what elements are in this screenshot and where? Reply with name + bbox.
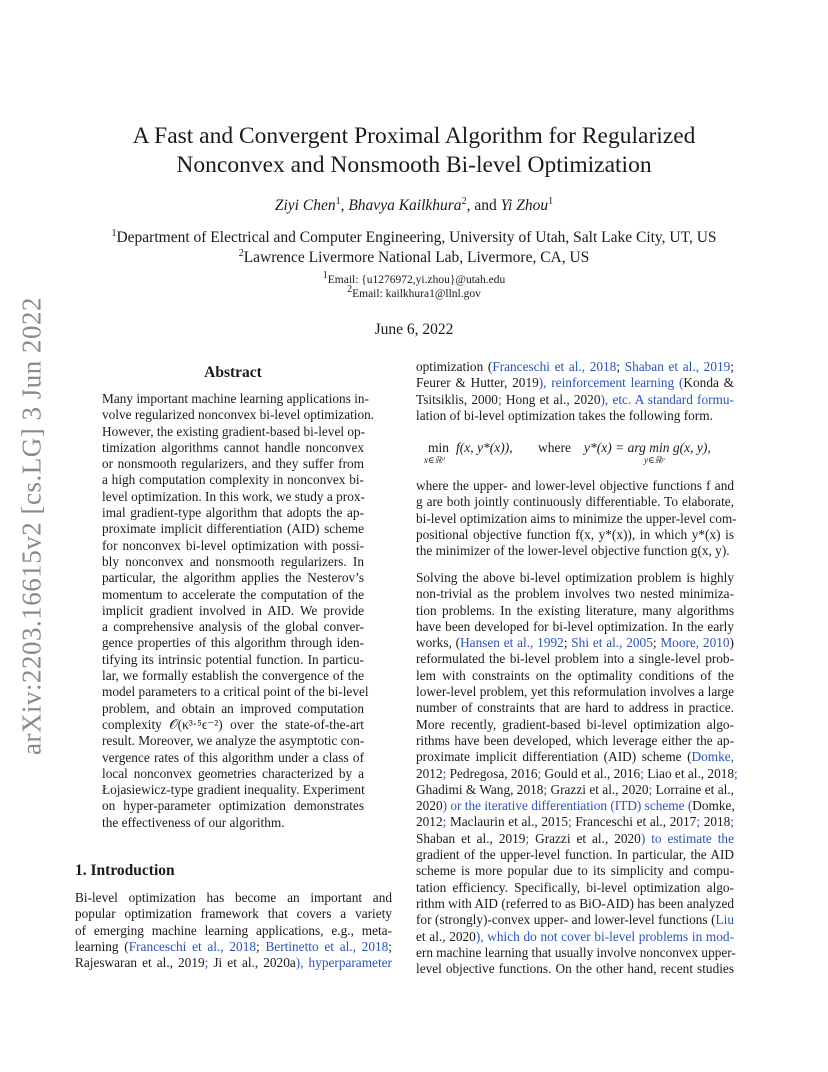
text-line: a comprehensive analysis of the global conver- — [102, 619, 364, 635]
text-line: where the upper- and lower-level objective functions f and — [416, 478, 734, 493]
text-fragment: 2020 — [416, 798, 443, 814]
text-fragment: number of constraints that are hard to address in practice. — [416, 700, 734, 716]
text-line — [416, 684, 734, 700]
citation-link[interactable]: ; — [497, 391, 506, 407]
citation-link[interactable]: ; — [648, 781, 656, 797]
text-line — [416, 863, 734, 879]
text-fragment: rithms have been developed, which leverage either the ap- — [416, 732, 734, 748]
text-fragment: ) — [729, 635, 734, 651]
text-fragment: Domke, — [692, 798, 735, 814]
text-line: vergence rates of this algorithm under a class of — [102, 749, 364, 765]
text-line — [416, 408, 734, 424]
author-affil-mark: 2 — [461, 195, 467, 207]
text-fragment: gradient of the upper-level function. In particular, the AID — [416, 847, 734, 863]
text-fragment: ; — [652, 635, 661, 651]
text-line — [416, 392, 734, 408]
text-line: timization algorithms cannot handle nonconvex — [102, 439, 364, 455]
text-line: volve regularized nonconvex bi-level optimization. — [102, 407, 375, 423]
text-fragment: level objective functions. On the other hand, recent studies — [416, 961, 734, 977]
text-line: momentum to accelerate the computation of the — [102, 586, 364, 602]
text-fragment: 2012 — [416, 814, 443, 830]
text-line: imal gradient-type algorithm that adopts the ap- — [102, 505, 364, 521]
text-fragment: Bi-level optimization has become an important and — [75, 890, 392, 905]
right-column-paragraph-3 — [416, 570, 738, 977]
text-line: a high computation complexity in nonconvex bi- — [102, 472, 364, 488]
citation-link[interactable]: ) to estimate the — [640, 830, 734, 846]
text-line — [416, 668, 734, 684]
text-fragment: popular optimization framework that covers a variety — [75, 906, 392, 922]
citation-link[interactable]: ; — [730, 814, 734, 830]
text-line — [416, 912, 734, 928]
affiliation-1: $^1$Department of Electrical and Computer Engineering, University of Utah, Salt Lake City, UT, US — [111, 227, 717, 246]
text-fragment: tation efficiency. Specifically, bi-level optimization algo- — [416, 879, 734, 895]
author-name: Bhavya Kailkhura — [348, 197, 462, 214]
title-line-2: Nonconvex and Nonsmooth Bi-level Optimization — [176, 152, 652, 178]
citation-link[interactable]: Moore, 2010 — [660, 635, 730, 651]
formula-objective: f(x, y*(x)), — [456, 440, 513, 455]
citation-link[interactable]: Franceschi et al., 2018 — [128, 938, 256, 954]
text-fragment: proximate implicit differentiation (AID) scheme ( — [416, 749, 692, 765]
text-line: lar, we formally establish the convergence of the — [102, 668, 364, 684]
text-line: Many important machine learning applications in- — [102, 391, 369, 406]
text-line — [416, 375, 734, 391]
text-fragment: Maclaurin et al., 2015 — [449, 814, 568, 830]
abstract-heading: Abstract — [204, 364, 262, 381]
formula-where: where — [538, 440, 571, 455]
text-line: particular, the algorithm applies the Nesterov’s — [102, 570, 364, 586]
citation-link[interactable]: ; — [640, 765, 648, 781]
text-fragment: Solving the above bi-level optimization problem is highly — [416, 570, 734, 585]
text-fragment: et al., 2020 — [416, 928, 476, 944]
text-line — [416, 359, 734, 375]
text-line — [416, 831, 734, 847]
text-line — [416, 700, 734, 716]
text-line — [416, 619, 734, 635]
text-line — [416, 961, 734, 977]
email-1: $^1$Email: {u1276972,yi.zhou}@utah.edu — [322, 270, 506, 286]
text-line — [416, 733, 734, 749]
text-line — [416, 880, 734, 896]
author-name: Yi Zhou — [500, 197, 549, 214]
text-line — [416, 945, 734, 961]
text-fragment: Tsitsiklis, 2000 — [416, 391, 498, 407]
text-fragment: 2012 — [416, 765, 443, 781]
text-line: bi-level optimization aims to minimize the upper-level com- — [416, 510, 737, 526]
text-fragment: works, ( — [416, 635, 461, 651]
citation-link[interactable]: ; — [734, 765, 738, 781]
text-line: for nonconvex bi-level optimization with possi- — [102, 537, 364, 553]
text-line — [416, 570, 734, 586]
text-fragment: Pedregosa, 2016 — [449, 765, 538, 781]
text-line: result. Moreover, we analyze the asymptotic con- — [102, 733, 365, 749]
text-fragment: rithm with AID (referred to as BiO-AID) has been analyzed — [416, 895, 734, 911]
affiliations — [60, 228, 768, 268]
citation-link[interactable]: ), hyperparameter — [295, 955, 392, 971]
citation-link[interactable]: Shaban et al., 2019 — [624, 359, 731, 374]
text-fragment: reformulated the bi-level problem into a single-level prob- — [416, 651, 734, 667]
text-line: Łojasiewicz-type gradient inequality. Experiment — [102, 782, 365, 798]
affiliation-2: $^2$Lawrence Livermore National Lab, Livermore, CA, US — [238, 247, 590, 266]
text-line — [75, 939, 392, 955]
introduction-body — [75, 890, 392, 971]
text-line: complexity 𝒪(κ³·⁵ϵ⁻²) over the state-of-the-art — [102, 716, 364, 732]
text-line — [416, 765, 738, 782]
author-affil-mark: 1 — [335, 195, 341, 207]
text-line — [416, 782, 734, 798]
text-fragment: Gould et al., 2016 — [544, 765, 641, 781]
text-fragment: 2018 — [703, 814, 731, 830]
text-line — [416, 603, 734, 619]
text-line: bly nonconvex and nonsmooth regularizers. In — [102, 553, 364, 569]
citation-link[interactable]: Liu — [715, 912, 734, 928]
text-fragment: have been developed for bi-level optimization. In the early — [416, 618, 734, 634]
citation-link[interactable]: ), etc. A standard formu- — [600, 391, 734, 407]
text-fragment: ; — [616, 359, 625, 374]
text-fragment: ; — [256, 938, 266, 954]
citation-link[interactable]: Franceschi et al., 2018 — [492, 359, 617, 374]
text-line: on hyper-parameter optimization demonstrates — [102, 798, 364, 814]
arxiv-identifier: arXiv:2203.16615v2 [cs.LG] 3 Jun 2022 — [16, 297, 47, 755]
text-line — [416, 929, 734, 945]
text-line: local nonconvex geometries characterized by a — [102, 765, 364, 781]
right-column-paragraph-2 — [416, 478, 737, 559]
title-line-1: A Fast and Convergent Proximal Algorithm for Regularized — [132, 123, 696, 149]
citation-link[interactable]: ; — [442, 814, 450, 830]
text-line — [75, 923, 392, 939]
text-line: the minimizer of the lower-level objective function g(x, y). — [416, 543, 730, 559]
citation-link[interactable]: Domke, — [691, 749, 734, 765]
text-line — [416, 717, 734, 733]
text-fragment: Shaban et al., 2019 — [416, 830, 526, 846]
text-fragment: Konda & — [683, 375, 734, 391]
text-line: level optimization. In this work, we study a prox- — [102, 488, 365, 504]
text-line: However, the existing gradient-based bi-level op- — [102, 423, 366, 439]
text-fragment: ; — [388, 938, 392, 954]
text-fragment: Franceschi et al., 2017 — [575, 814, 697, 830]
text-line: model parameters to a critical point of the bi-level — [102, 684, 369, 700]
author-affil-mark: 1 — [548, 195, 554, 207]
citation-link[interactable]: ; — [537, 765, 545, 781]
author-name: Ziyi Chen — [274, 197, 336, 214]
arxiv-sidebar-stamp — [12, 296, 52, 756]
text-line — [416, 635, 734, 651]
citation-link[interactable]: Hansen et al., 1992 — [460, 635, 564, 651]
text-line — [416, 896, 734, 912]
text-fragment: ern machine learning that usually involve nonconvex upper- — [416, 944, 736, 960]
text-fragment: Grazzi et al., 2020 — [535, 830, 641, 846]
text-line: tifying its intrinsic potential function. In particu- — [102, 651, 364, 667]
citation-link[interactable]: ; — [204, 955, 214, 971]
text-line: the effectiveness of our algorithm. — [102, 814, 285, 830]
text-line — [416, 749, 734, 765]
text-fragment: non-trivial as the problem involves two nested minimiza- — [416, 586, 734, 602]
text-line — [416, 586, 734, 602]
text-fragment: scheme is more popular due to its simplicity and compu- — [416, 863, 734, 879]
text-fragment: Ji et al., 2020a — [213, 955, 296, 971]
citation-link[interactable]: ) or the iterative differentiation (ITD) scheme ( — [442, 798, 693, 814]
author-conjunction: , and — [466, 197, 501, 214]
publication-date: June 6, 2022 — [374, 321, 454, 338]
text-fragment: optimization ( — [416, 359, 493, 374]
citation-link[interactable]: ), reinforcement learning ( — [538, 375, 684, 391]
citation-link[interactable]: ; — [567, 814, 576, 830]
text-line — [416, 847, 734, 863]
text-line — [416, 798, 734, 814]
citation-link[interactable]: ; — [442, 765, 450, 781]
text-fragment: tion problems. In the existing literature, many algorithms — [416, 602, 734, 618]
text-fragment: Hong et al., 2020 — [505, 391, 601, 407]
text-line: implicit gradient involved in AID. We provide — [102, 602, 364, 618]
citation-link[interactable]: Bertinetto et al., 2018 — [265, 938, 389, 954]
text-fragment: lem with constraints on the optimality conditions of the — [416, 667, 734, 683]
text-fragment: Ghadimi & Wang, 2018 — [416, 781, 544, 797]
email-block — [80, 270, 748, 301]
paper-title — [80, 122, 748, 180]
text-line: positional objective function f(x, y*(x)), in which y*(x) is — [416, 526, 734, 542]
formula-argmin-subscript: y∈ℝᵖ — [644, 455, 665, 465]
text-fragment: for (strongly)-convex upper- and lower-level functions ( — [416, 912, 716, 928]
abstract-body — [102, 391, 375, 831]
text-fragment: Grazzi et al., 2020 — [550, 781, 649, 797]
text-line — [75, 890, 392, 906]
text-fragment: Liao et al., 2018 — [647, 765, 735, 781]
formula-argmin: y*(x) = arg min g(x, y), — [584, 440, 711, 455]
formula-min: min — [428, 440, 450, 455]
text-line — [416, 651, 734, 667]
text-fragment: ; — [563, 635, 572, 651]
citation-link[interactable]: Shi et al., 2005 — [571, 635, 653, 651]
text-fragment: lower-level problem, yet this reformulation involves a large — [416, 684, 734, 700]
text-line — [416, 814, 734, 830]
formula-min-subscript: x∈ℝᵈ — [424, 455, 445, 465]
section-heading-introduction: 1. Introduction — [75, 862, 175, 879]
text-fragment: More recently, gradient-based bi-level optimization algo- — [416, 716, 734, 732]
citation-link[interactable]: ; — [543, 781, 551, 797]
author-list: Ziyi Chen$^1$, Bhavya Kailkhura$^2$, and Yi Zhou$^1$ — [274, 195, 554, 214]
text-fragment: Feurer & Hutter, 2019 — [416, 375, 539, 391]
text-line — [75, 906, 392, 922]
text-line: or nonsmooth regularizers, and they suffer from — [102, 456, 364, 472]
text-line: problem, and obtain an improved computation — [102, 700, 364, 716]
right-column-paragraph-1 — [416, 359, 734, 424]
text-fragment: ; — [730, 359, 734, 374]
text-line: proximate implicit differentiation (AID) scheme — [102, 521, 364, 537]
text-fragment: learning ( — [75, 938, 129, 954]
text-fragment: Lorraine et al., — [655, 781, 735, 797]
citation-link[interactable]: ; — [696, 814, 704, 830]
text-line — [75, 955, 392, 971]
text-fragment: Rajeswaran et al., 2019 — [75, 955, 205, 971]
text-line: gence properties of this algorithm through iden- — [102, 635, 364, 651]
email-2: $^2$Email: kailkhura1@llnl.gov — [347, 284, 481, 300]
citation-link[interactable]: ), which do not cover bi-level problems in mod- — [475, 928, 734, 944]
text-fragment: of emerging machine learning applications, e.g., meta- — [75, 922, 392, 938]
text-line: g are both jointly continuously differentiable. To elaborate, — [416, 494, 734, 510]
text-fragment: lation of bi-level optimization takes the following form. — [416, 407, 713, 423]
citation-link[interactable]: ; — [525, 830, 536, 846]
